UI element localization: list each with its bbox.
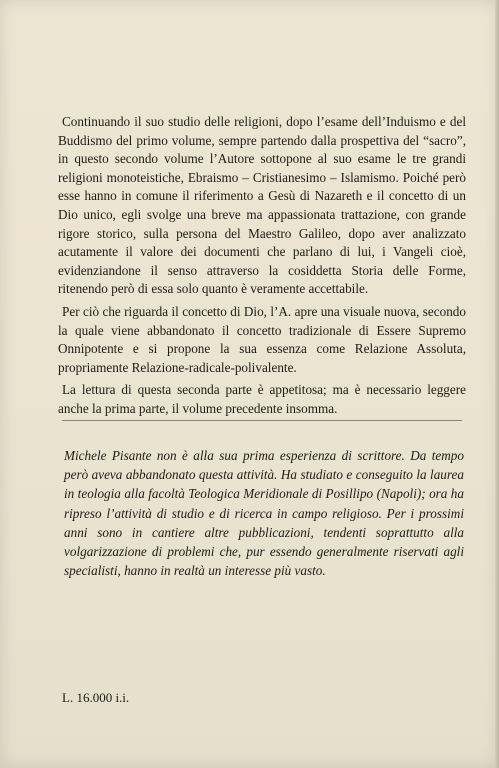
- page-edge: [495, 0, 499, 768]
- price-label: L. 16.000 i.i.: [62, 690, 130, 705]
- description-paragraph-3: La lettura di questa seconda parte è appetitosa; ma è necessario leggere anche la prima parte, il volume precedente insomma.: [58, 382, 466, 416]
- author-bio: Michele Pisante non è alla sua prima esperienza di scrittore. Da tempo però aveva abbandonato questa attività. Ha studiato e conseguito la laurea in teologia alla facoltà Teologica Meridionale di Posillipo (Napoli); ora ha ripreso l’attività di studio e di ricerca in campo religioso. Per i prossimi anni sono in cantiere altre pubblicazioni, tendenti soprattutto alla volgarizzazione di problemi che, pur essendo generalmente riservati agli specialisti, hanno in realtà un interesse più vasto.: [64, 448, 464, 579]
- book-description: [58, 113, 466, 423]
- description-paragraph-1: Continuando il suo studio delle religioni, dopo l’esame dell’Induismo e del Buddismo del primo volume, sempre partendo dalla prospettiva del “sacro”, in questo secondo volume l’Autore sottopone al suo esame le tre grandi religioni monoteistiche, Ebraismo – Cristianesimo – Islamismo. Poiché però esse hanno in comune il riferimento a Gesù di Nazareth e il concetto di un Dio unico, egli svolge una breve ma appassionata trattazione, con grande rigore storico, sulla persona del Maestro Galileo, dopo aver analizzato acutamente il valore dei documenti che parlano di lui, i Vangeli cioè, evidenziandone il senso attraverso la cosiddetta Storia delle Forme, ritenendo però di essa solo quanto è veramente accettabile.: [58, 114, 466, 297]
- section-divider: [62, 420, 462, 421]
- description-paragraph-2: Per ciò che riguarda il concetto di Dio, l’A. apre una visuale nuova, secondo la quale viene abbandonato il concetto tradizionale di Essere Supremo Onnipotente e si propone la sua essenza come Relazione Assoluta, propriamente Relazione-radicale-polivalente.: [58, 303, 466, 375]
